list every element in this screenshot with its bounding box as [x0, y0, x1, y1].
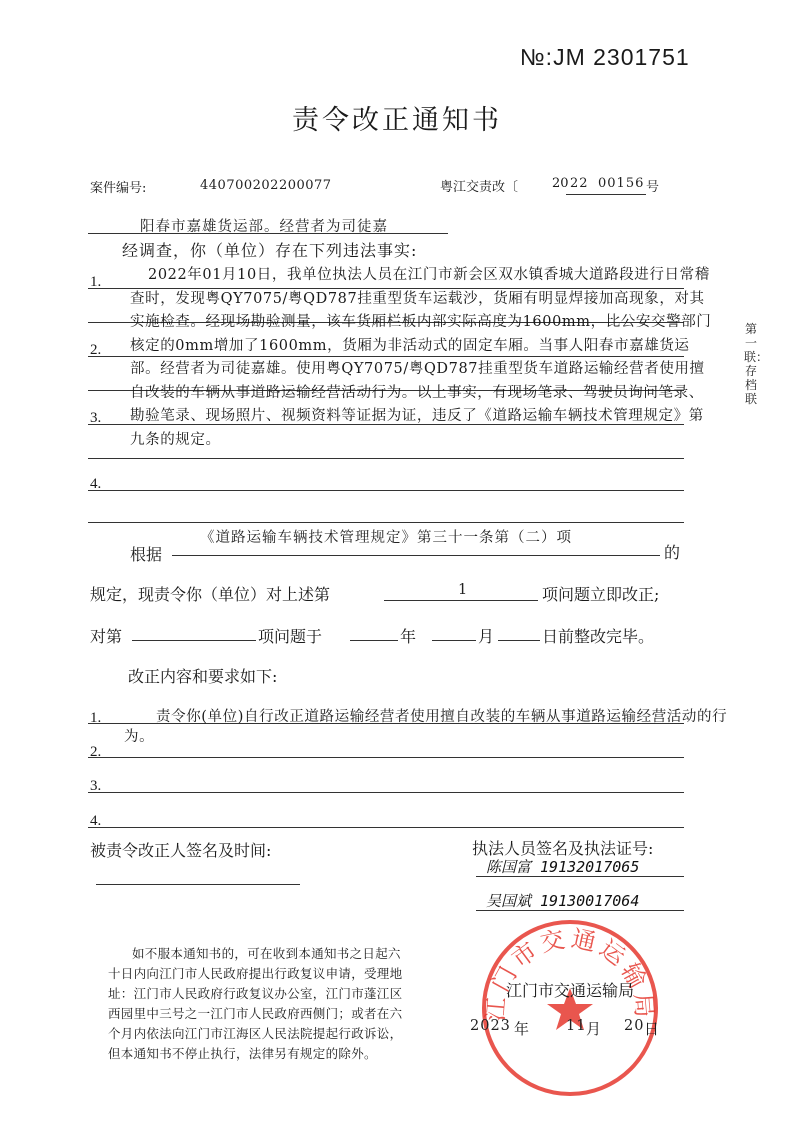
rule-line [88, 792, 684, 793]
order-item: 1 [458, 582, 469, 598]
date-day-unit: 日 [644, 1020, 660, 1038]
recipient-sign-label: 被责令改正人签名及时间: [90, 841, 272, 860]
order-underline [384, 600, 538, 601]
order-prefix: 规定，现责令你（单位）对上述第 [90, 585, 331, 604]
requirement-number: 3. [90, 778, 102, 794]
basis-suffix: 的 [664, 543, 681, 562]
deadline-day-line [498, 640, 540, 641]
rule-line [88, 490, 684, 491]
deadline-day: 日前整改完毕。 [542, 627, 655, 646]
doc-suffix: 号 [646, 180, 660, 195]
deadline-year: 年 [400, 627, 417, 646]
rule-line [88, 522, 684, 523]
serial-number: №:JM 2301751 [520, 44, 690, 70]
officer-sign-label: 执法人员签名及执法证号: [472, 839, 654, 858]
doc-number-underline [566, 194, 646, 195]
date-year-unit: 年 [514, 1020, 530, 1038]
doc-prefix: 粤江交责改〔 [440, 180, 519, 195]
rule-line [88, 827, 684, 828]
deadline-prefix: 对第 [90, 627, 123, 646]
page-title: 责令改正通知书 [292, 105, 502, 136]
appeal-notice: 如不服本通知书的，可在收到本通知书之日起六十日内向江门市人民政府提出行政复议申请，受理地址：江门市人民政府行政复议办公室，江门市蓬江区西园里中三号之一江门市人民政府西侧门；或者在六个月内依法向江门市江海区人民法院提起行政诉讼，但本通知书不停止执行，法律另有规定的除外。 [108, 946, 403, 1061]
intro-text: 经调查，你（单位）存在下列违法事实: [122, 241, 418, 260]
deadline-month: 月 [478, 627, 495, 646]
requirement-text: 责令你(单位)自行改正道路运输经营者使用擅自改装的车辆从事道路运输经营活动的行为。 [124, 709, 728, 745]
party-name: 阳春市嘉雄货运部。经营者为司徒嘉 [140, 219, 388, 235]
party-underline [88, 233, 448, 234]
violation-number: 3. [90, 410, 102, 426]
officer-signature: 陈国富 19132017065 [486, 858, 640, 876]
copy-designation: 第一联：存档联 [744, 322, 769, 406]
official-seal [478, 916, 662, 1100]
order-suffix: 项问题立即改正; [542, 585, 660, 604]
basis-underline [172, 555, 660, 556]
officer-signature: 吴国斌 19130017064 [486, 892, 640, 910]
requirement-number: 2. [90, 744, 102, 760]
deadline-mid: 项问题于 [258, 627, 323, 646]
date-year: 2023 [470, 1018, 511, 1034]
violation-number: 1. [90, 274, 102, 290]
recipient-sign-line [96, 884, 300, 885]
issuer-name: 江门市交通运输局 [506, 981, 635, 1000]
seal-text: 江门市交通运输局 [481, 924, 659, 1023]
deadline-month-line [432, 640, 476, 641]
violation-facts: 2022年01月10日，我单位执法人员在江门市新会区双水镇香城大道路段进行日常稽查时，发现粤QY7075/粤QD787挂重型货车运载沙，货厢有明显焊接加高现象，对其实施检查。经现场勘验测量，该车货厢栏板内部实际高度为1600mm，比公安交警部门核定的0mm增加了1600mm，货厢为非活动式的固定车厢。当事人阳春市嘉雄货运部。经营者为司徒嘉雄。使用粤QY7075/粤QD787挂重型货车道路运输经营者使用擅自改装的车辆从事道路运输经营活动行为。以上事实，有现场笔录、驾驶员询问笔录、勘验笔录、现场照片、视频资料等证据为证，违反了《道路运输车辆技术管理规定》第九条的规定。 [130, 267, 712, 448]
doc-number: 00156 [598, 176, 645, 191]
deadline-year-line [350, 640, 398, 641]
rule-line [88, 757, 684, 758]
violation-number: 4. [90, 476, 102, 492]
case-number-value: 440700202200077 [200, 178, 332, 193]
date-month-unit: 月 [586, 1020, 602, 1038]
doc-year-suffix: 22 [570, 176, 589, 191]
date-month: 11 [566, 1018, 587, 1034]
case-number-label: 案件编号: [90, 181, 147, 196]
violation-number: 2. [90, 342, 102, 358]
requirement-number: 4. [90, 813, 102, 829]
deadline-item-line [132, 640, 256, 641]
date-day: 20 [624, 1018, 645, 1034]
requirements-heading: 改正内容和要求如下: [128, 667, 278, 686]
basis-prefix: 根据 [130, 545, 163, 564]
rule-line [88, 458, 684, 459]
officer-sign-line [476, 910, 684, 911]
requirement-number: 1. [90, 710, 102, 726]
doc-year-prefix: 20 [552, 176, 569, 191]
basis-regulation: 《道路运输车辆技术管理规定》第三十一条第（二）项 [200, 530, 572, 546]
officer-sign-line [476, 876, 684, 877]
